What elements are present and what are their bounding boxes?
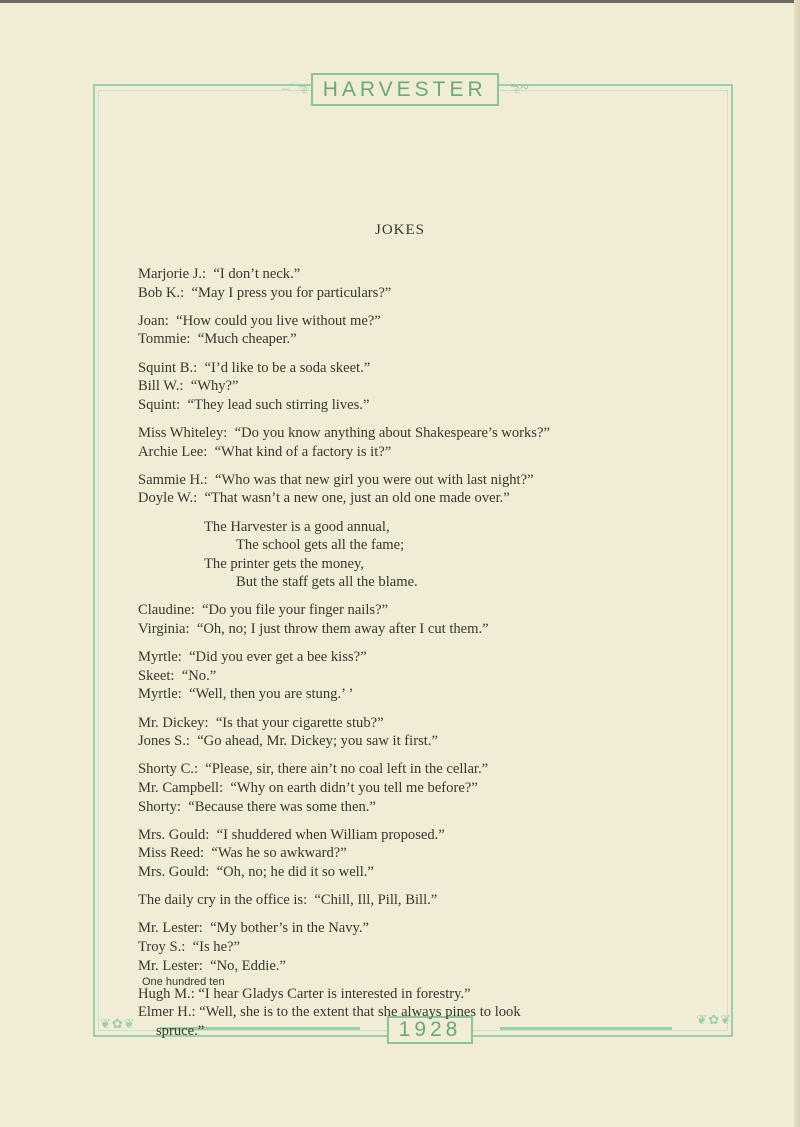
joke-block [138, 265, 683, 302]
joke-line: The daily cry in the office is: “Chill, Ill, Pill, Bill.” [138, 892, 438, 909]
joke-line: Marjorie J.: “I don’t neck.” [138, 266, 301, 282]
footer-year: 1928 [387, 1016, 474, 1044]
joke-line: Claudine: “Do you file your finger nails?” [138, 602, 389, 619]
joke-line: spruce.” [156, 1022, 205, 1039]
joke-line: Hugh M.: “I hear Gladys Carter is interested in forestry.” [138, 985, 471, 1002]
joke-block [138, 919, 683, 975]
poem-line: The school gets all the fame; [236, 537, 405, 554]
joke-line: Mrs. Gould: “Oh, no; he did it so well.” [138, 863, 374, 880]
joke-line: Squint B.: “I’d like to be a soda skeet.” [138, 359, 371, 376]
joke-block [138, 471, 683, 508]
joke-line: Shorty C.: “Please, sir, there ain’t no coal left in the cellar.” [138, 761, 489, 778]
joke-block [138, 648, 683, 704]
joke-line: Virginia: “Oh, no; I just throw them away after I cut them.” [138, 621, 489, 638]
joke-block [138, 760, 683, 816]
header-title: HARVESTER [311, 73, 499, 106]
joke-line: Mrs. Gould: “I shuddered when William proposed.” [138, 826, 445, 843]
page-number: One hundred ten [142, 976, 225, 988]
joke-block [138, 891, 683, 910]
footer-right-flourish-icon: ❦✿❦ [696, 1012, 732, 1027]
joke-block [138, 714, 683, 751]
joke-line: Joan: “How could you live without me?” [138, 312, 381, 329]
poem-line: But the staff gets all the blame. [236, 574, 418, 591]
joke-line: Troy S.: “Is he?” [138, 938, 241, 955]
joke-line: Miss Whiteley: “Do you know anything about Shakespeare’s works?” [138, 424, 550, 441]
joke-line: Archie Lee: “What kind of a factory is it?” [138, 443, 392, 460]
joke-block [138, 985, 683, 1041]
page-right-edge [794, 0, 800, 1127]
joke-line: Mr. Lester: “My bother’s in the Navy.” [138, 920, 370, 937]
joke-line: Mr. Dickey: “Is that your cigarette stub?” [138, 714, 384, 731]
joke-line: Squint: “They lead such stirring lives.” [138, 396, 370, 413]
poem-line: The Harvester is a good annual, [204, 518, 390, 535]
joke-line: Jones S.: “Go ahead, Mr. Dickey; you saw it first.” [138, 733, 438, 750]
joke-line: Skeet: “No.” [138, 667, 217, 684]
footer-left-flourish-icon: ❦✿❦ [100, 1016, 136, 1031]
header-banner [280, 72, 530, 106]
page-top-edge [0, 0, 800, 3]
joke-line: Elmer H.: “Well, she is to the extent that she always pines to look [138, 1004, 521, 1021]
joke-block [138, 359, 683, 415]
joke-block [138, 424, 683, 461]
joke-line: Doyle W.: “That wasn’t a new one, just an old one made over.” [138, 490, 510, 507]
joke-line: Mr. Campbell: “Why on earth didn’t you tell me before?” [138, 780, 478, 796]
joke-line: Bill W.: “Why?” [138, 378, 239, 395]
joke-line: Myrtle: “Did you ever get a bee kiss?” [138, 649, 367, 666]
joke-line: Sammie H.: “Who was that new girl you were out with last night?” [138, 471, 534, 488]
joke-line: Myrtle: “Well, then you are stung.’ ’ [138, 686, 354, 703]
joke-line: Miss Reed: “Was he so awkward?” [138, 845, 347, 862]
joke-block [138, 312, 683, 349]
left-scroll-ornament-icon: ~ಾ [281, 80, 308, 97]
joke-line: Mr. Lester: “No, Eddie.” [138, 957, 286, 974]
right-scroll-ornament-icon: ಾ~ [501, 80, 529, 97]
joke-line: Bob K.: “May I press you for particulars?” [138, 284, 392, 301]
joke-block [138, 601, 683, 638]
joke-block [138, 826, 683, 882]
poem-line: The printer gets the money, [204, 555, 364, 572]
page-heading: JOKES [374, 222, 425, 238]
joke-line: Tommie: “Much cheaper.” [138, 331, 297, 348]
poem [204, 518, 683, 592]
jokes-body [138, 265, 683, 1050]
joke-line: Shorty: “Because there was some then.” [138, 798, 376, 815]
